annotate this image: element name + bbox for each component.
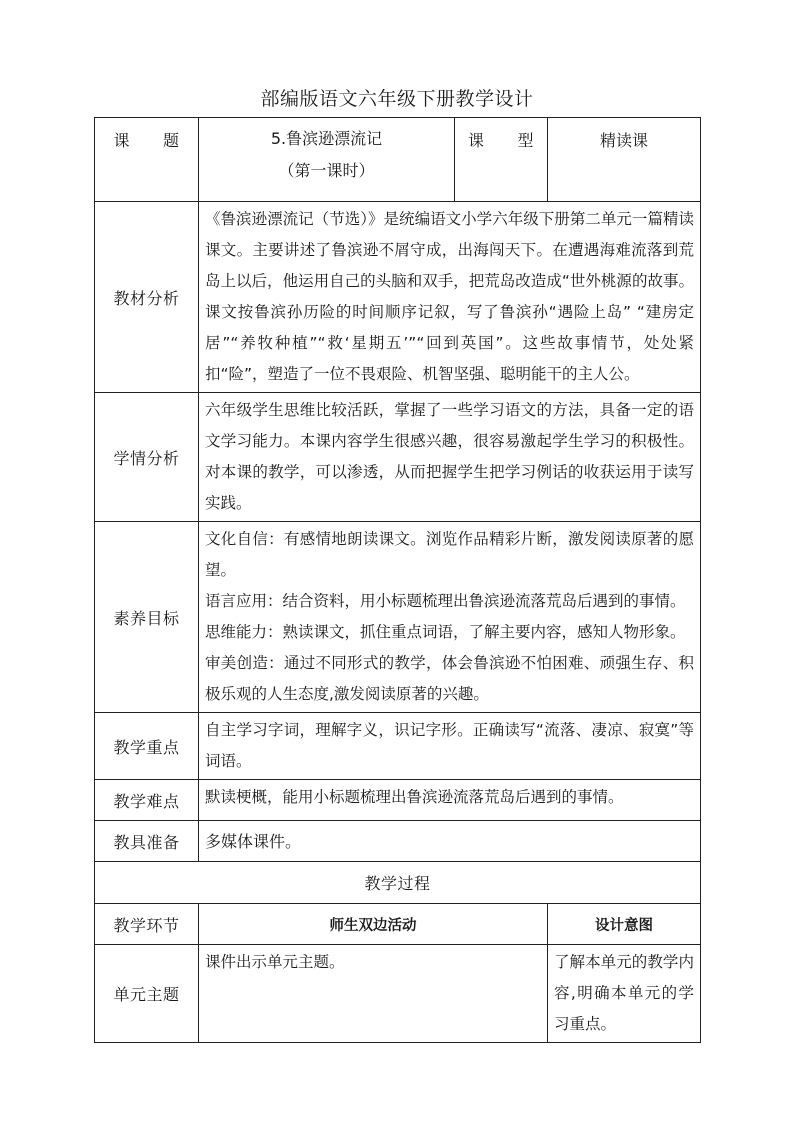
key-points-row [95,713,701,780]
process-stage: 单元主题 [95,945,199,1043]
material-text: 《鲁滨逊漂流记（节选）》是统编语文小学六年级下册第二单元一篇精读课文。主要讲述了鲁滨逊不屑守成，出海闯天下。在遭遇海难流落到荒岛上以后，他运用自己的头脑和双手，把荒岛改造成“世外桃源的故事。课文按鲁滨孙历险的时间顺序记叙，写了鲁滨孙“遇险上岛” “建房定居”“养牧种植”“救‘星期五’”“回到英国”。这些故事情节，处处紧扣“险”，塑造了一位不畏艰险、机智坚强、聪明能干的主人公。 [199,202,701,393]
lesson-title-cell [199,118,455,202]
goal-item: 语言应用：结合资料，用小标题梳理出鲁滨逊流落荒岛后遇到的事情。 [205,592,686,610]
key-points-label: 教学重点 [95,713,199,780]
goal-item: 文化自信：有感情地朗读课文。浏览作品精彩片断，激发阅读原著的愿望。 [205,530,694,579]
process-columns-row [95,904,701,945]
tools-text: 多媒体课件。 [199,821,701,862]
tools-row [95,821,701,862]
key-points-text: 自主学习字词，理解字义，识记字形。正确读写“流落、凄凉、寂寞”等词语。 [199,713,701,780]
lesson-subtitle: （第一课时） [278,161,375,180]
lesson-header-row [95,118,701,202]
type-value [548,118,701,202]
process-heading-row [95,862,701,904]
col-intent-header: 设计意图 [548,904,701,945]
col-activity-header: 师生双边活动 [199,904,548,945]
lesson-plan-table [94,117,701,1043]
col-stage-header: 教学环节 [95,904,199,945]
students-label: 学情分析 [95,393,199,522]
lesson-title: 5.鲁滨逊漂流记 [270,129,383,148]
process-row [95,945,701,1043]
tools-label: 教具准备 [95,821,199,862]
process-intent: 了解本单元的教学内容,明确本单元的学习重点。 [548,945,701,1043]
lesson-label-text: 课 题 [113,131,180,150]
type-label-text: 课 型 [467,131,534,150]
difficulties-row [95,780,701,821]
goals-list [199,522,701,713]
material-label: 教材分析 [95,202,199,393]
difficulties-text: 默读梗概，能用小标题梳理出鲁滨逊流落荒岛后遇到的事情。 [199,780,701,821]
material-row [95,202,701,393]
document-title: 部编版语文六年级下册教学设计 [260,88,534,110]
goal-item: 思维能力：熟读课文，抓住重点词语，了解主要内容，感知人物形象。 [205,623,686,641]
type-label [455,118,548,202]
type-value-text: 精读课 [599,131,648,150]
students-text: 六年级学生思维比较活跃，掌握了一些学习语文的方法，具备一定的语文学习能力。本课内容学生很感兴趣，很容易激起学生学习的积极性。对本课的教学，可以渗透，从而把握学生把学习例话的收获运用于读写实践。 [199,393,701,522]
difficulties-label: 教学难点 [95,780,199,821]
process-activity: 课件出示单元主题。 [199,945,548,1043]
goals-label: 素养目标 [95,522,199,713]
goals-row [95,522,701,713]
process-heading: 教学过程 [95,862,701,904]
lesson-label [95,118,199,202]
students-row [95,393,701,522]
goal-item: 审美创造：通过不同形式的教学，体会鲁滨逊不怕困难、顽强生存、积极乐观的人生态度,激发阅读原著的兴趣。 [205,654,694,703]
